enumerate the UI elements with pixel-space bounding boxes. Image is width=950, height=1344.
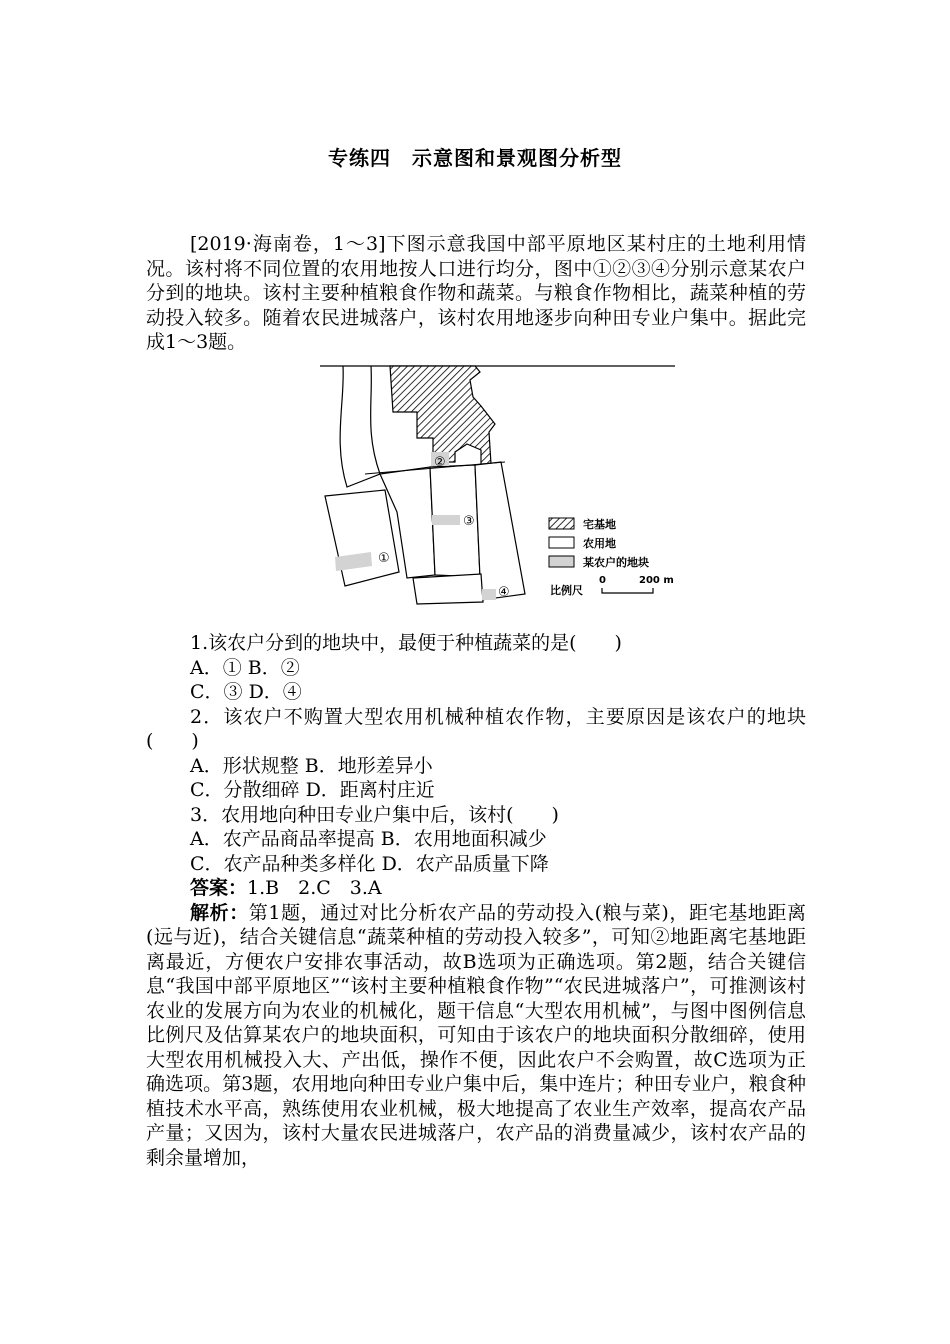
- question-2-stem: 2．该农户不购置大型农用机械种植农作物，主要原因是该农户的地块( ): [146, 705, 806, 752]
- analysis-paragraph: [146, 901, 806, 1171]
- homestead-area: [390, 366, 495, 464]
- scale-label: 比例尺: [550, 584, 583, 597]
- question-3-options-cd: C．农产品种类多样化 D．农产品质量下降: [190, 852, 549, 875]
- legend-swatch-homestead: [549, 518, 574, 529]
- question-2-options-cd: C．分散细碎 D．距离村庄近: [190, 779, 435, 801]
- analysis-text: 第1题，通过对比分析农产品的劳动投入(粮与菜)，距宅基地距离(远与近)，结合关键信息“蔬菜种植的劳动投入较多”，可知②地距离宅基地距离最近，方便农户安排农事活动，故B选项为正确选项。第2题，结合关键信息“我国中部平原地区”“该村主要种植粮食作物”“农民进城落户”，可推测该村农业的发展方向为农业的机械化，题干信息“大型农用机械”，与图中图例信息比例尺及估算某农户的地块面积，可知由于该农户的地块面积分散细碎，使用大型农用机械投入大、产出低，操作不便，因此农户不会购置，故C选项为正确选项。第3题，农用地向种田专业户集中后，集中连片；种田专业户，粮食种植技术水平高，熟练使用农业机械，极大地提高了农业生产效率，提高农产品产量；又因为，该村大量农民进城落户，农产品的消费量减少，该村农产品的剩余量增加，: [146, 901, 806, 1169]
- question-3-stem: 3．农用地向种田专业户集中后，该村( ): [190, 803, 559, 826]
- legend-swatch-farmer-plot: [549, 556, 574, 567]
- plot-label-2: ②: [434, 455, 446, 470]
- answer-label: 答案：: [190, 877, 248, 899]
- answer-text: 1.B 2.C 3.A: [247, 877, 382, 899]
- question-1-options-cd: C．③ D．④: [190, 681, 302, 703]
- page-title: 专练四 示意图和景观图分析型: [328, 146, 622, 170]
- intro-block: [146, 232, 806, 355]
- legend: [549, 517, 649, 569]
- scale-bar: [550, 575, 674, 597]
- legend-label-homestead: 宅基地: [583, 518, 616, 531]
- plot-label-4: ④: [498, 585, 510, 600]
- question-1-options-ab: A．① B．②: [190, 656, 300, 679]
- analysis-label: 解析：: [190, 901, 249, 924]
- question-3-options-ab: A．农产品商品率提高 B．农用地面积减少: [190, 828, 547, 850]
- legend-label-farmland: 农用地: [583, 537, 616, 550]
- legend-label-farmer-plot: 某农户的地块: [583, 556, 649, 569]
- scale-start: 0: [599, 575, 606, 586]
- plot-label-3: ③: [463, 514, 475, 529]
- answer-line: [146, 876, 806, 901]
- scale-end: 200 m: [639, 575, 674, 586]
- intro-paragraph: [2019·海南卷，1～3]下图示意我国中部平原地区某村庄的土地利用情况。该村将不同位置的农用地按人口进行均分，图中①②③④分别示意某农户分到的地块。该村主要种植粮食作物和蔬菜。与粮食作物相比，蔬菜种植的劳动投入较多。随着农民进城落户，该村农用地逐步向种田专业户集中。据此完成1～3题。: [146, 233, 806, 353]
- legend-swatch-farmland: [549, 537, 574, 548]
- question-1-stem: 1.该农户分到的地块中，最便于种植蔬菜的是( ): [190, 632, 622, 654]
- road-curve-left: [340, 366, 380, 487]
- question-2-options-ab: A．形状规整 B．地形差异小: [190, 754, 433, 777]
- questions-block: [146, 631, 806, 1170]
- plot-label-1: ①: [378, 551, 390, 566]
- land-use-map: [305, 362, 685, 607]
